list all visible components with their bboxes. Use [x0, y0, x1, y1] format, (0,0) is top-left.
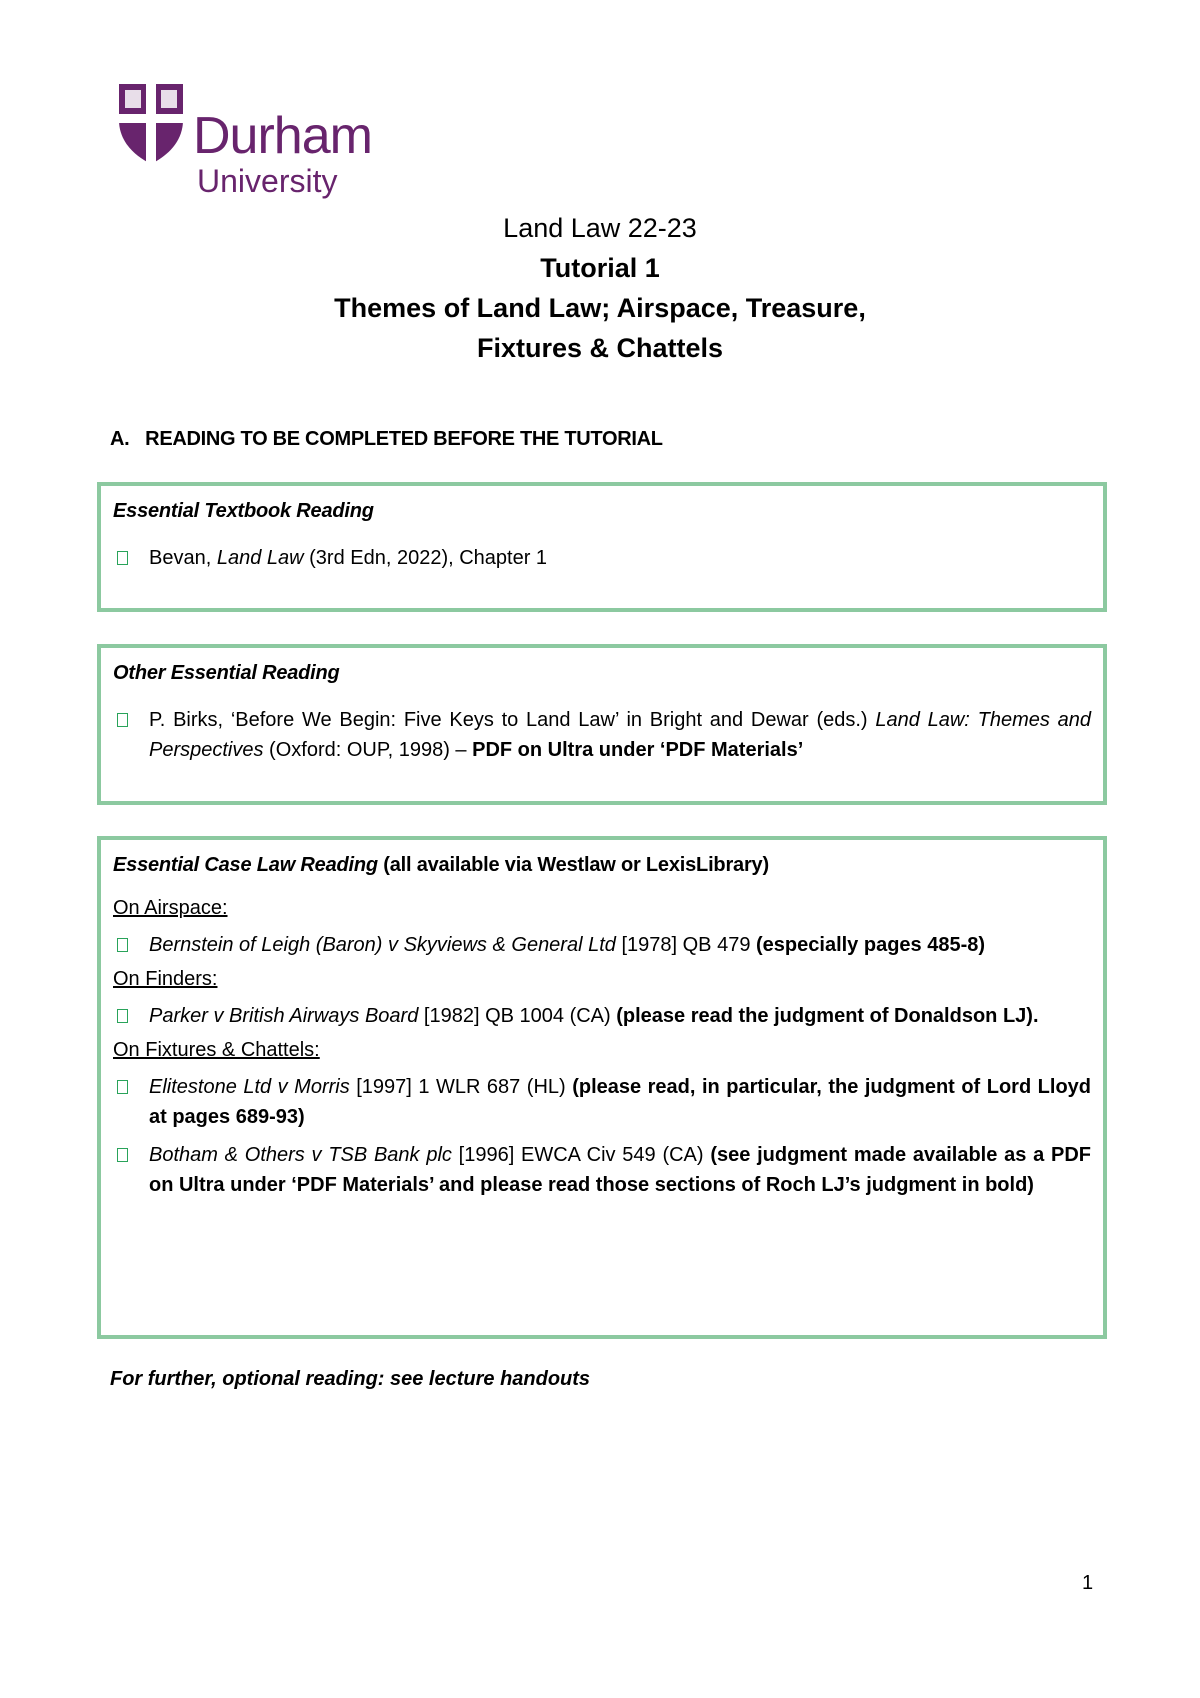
section-a-heading: A. READING TO BE COMPLETED BEFORE THE TUTORIAL	[110, 428, 663, 450]
checkbox-bullet-icon	[117, 1148, 128, 1162]
case-law-box	[97, 836, 1107, 1339]
logo-subtitle: University	[197, 163, 338, 199]
subheading-finders: On Finders:	[113, 968, 218, 990]
checkbox-bullet-icon	[117, 1080, 128, 1094]
box-heading: Other Essential Reading	[113, 662, 340, 684]
reading-item: P. Birks, ‘Before We Begin: Five Keys to Land Law’ in Bright and Dewar (eds.) Land Law: Themes and Perspectives (Oxford: OUP, 1998) – PDF on Ultra under ‘PDF Materials’	[113, 705, 1091, 765]
other-essential-box	[97, 644, 1107, 805]
further-reading-note: For further, optional reading: see lecture handouts	[110, 1368, 591, 1390]
subheading-airspace: On Airspace:	[113, 897, 228, 919]
title-topics: Fixtures & Chattels	[476, 333, 724, 363]
checkbox-bullet-icon	[117, 1009, 128, 1023]
checkbox-bullet-icon	[117, 938, 128, 952]
title-course: Land Law 22-23	[503, 213, 697, 243]
box-heading: Essential Textbook Reading	[113, 500, 374, 522]
logo-wordmark: Durham	[193, 107, 372, 165]
reading-item: Bevan, Land Law (3rd Edn, 2022), Chapter 1	[113, 543, 1091, 573]
case-item: Botham & Others v TSB Bank plc [1996] EWCA Civ 549 (CA) (see judgment made available as a PDF on Ultra under ‘PDF Materials’ and please read those sections of Roch LJ’s judgment in bold)	[113, 1140, 1091, 1200]
page-number: 1	[1082, 1572, 1094, 1594]
checkbox-bullet-icon	[117, 551, 128, 565]
checkbox-bullet-icon	[117, 713, 128, 727]
title-themes: Themes of Land Law; Airspace, Treasure,	[334, 293, 866, 323]
case-item: Bernstein of Leigh (Baron) v Skyviews & General Ltd [1978] QB 479 (especially pages 485-8)	[113, 930, 1091, 960]
shield-crest-icon	[115, 80, 187, 166]
case-item: Parker v British Airways Board [1982] QB 1004 (CA) (please read the judgment of Donaldson LJ).	[113, 1001, 1091, 1031]
subheading-fixtures: On Fixtures & Chattels:	[113, 1039, 320, 1061]
case-item: Elitestone Ltd v Morris [1997] 1 WLR 687 (HL) (please read, in particular, the judgment of Lord Lloyd at pages 689-93)	[113, 1072, 1091, 1132]
essential-textbook-box	[97, 482, 1107, 612]
document-title	[0, 208, 1200, 368]
title-tutorial: Tutorial 1	[540, 253, 660, 283]
durham-university-logo	[115, 80, 415, 200]
box-heading: Essential Case Law Reading (all available via Westlaw or LexisLibrary)	[113, 854, 769, 876]
